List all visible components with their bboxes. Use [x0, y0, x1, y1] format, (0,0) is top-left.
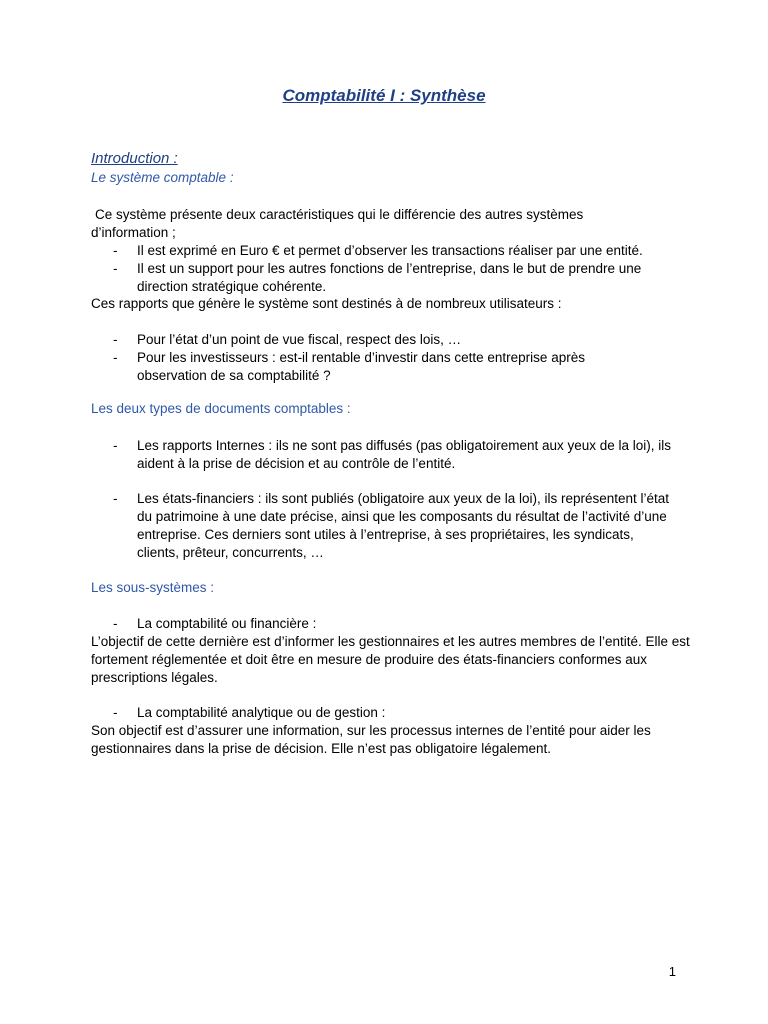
documents-heading: Les deux types de documents comptables :	[91, 401, 351, 416]
systeme-comptable-subheading: Le système comptable :	[91, 170, 234, 185]
bullet-dash: -	[113, 491, 118, 506]
bullet-dash: -	[113, 350, 118, 365]
list-item-text: Les rapports Internes : ils ne sont pas diffusés (pas obligatoirement aux yeux de la loi), ils aident à la prise de décision et au contrôle de l’entité.	[137, 438, 672, 471]
bullet-dash: -	[113, 261, 118, 276]
bullet-dash: -	[113, 243, 118, 258]
document-title: Comptabilité I : Synthèse	[282, 86, 486, 105]
bullet-dash: -	[113, 705, 118, 720]
bullet-dash: -	[113, 332, 118, 347]
bullet-dash: -	[113, 438, 118, 453]
list-item-text: Pour l’état d’un point de vue fiscal, respect des lois, …	[137, 332, 462, 347]
subsystems-paragraph-1: L’objectif de cette dernière est d’informer les gestionnaires et les autres membres de l’entité. Elle est fortement réglementée et doit être en mesure de produire des états-financiers conformes aux prescriptions légales.	[91, 634, 690, 685]
page-number: 1	[668, 964, 676, 979]
sous-systemes-heading: Les sous-systèmes :	[91, 580, 215, 595]
introduction-heading: Introduction :	[91, 150, 178, 167]
list-item-text: La comptabilité ou financière :	[137, 616, 317, 631]
list-item-text: Il est un support pour les autres fonctions de l’entreprise, dans le but de prendre une direction stratégique cohérente.	[137, 261, 642, 294]
list-item-text: Pour les investisseurs : est-il rentable d’investir dans cette entreprise après observation de sa comptabilité ?	[137, 350, 585, 383]
list-item-text: Il est exprimé en Euro € et permet d’observer les transactions réaliser par une entité.	[137, 243, 643, 258]
list-item-text: La comptabilité analytique ou de gestion :	[137, 705, 386, 720]
intro-paragraph-1: Ce système présente deux caractéristiques qui le différencie des autres systèmes d’information ;	[91, 207, 584, 240]
bullet-dash: -	[113, 616, 118, 631]
subsystems-paragraph-2: Son objectif est d’assurer une information, sur les processus internes de l’entité pour aider les gestionnaires dans la prise de décision. Elle n’est pas obligatoire légalement.	[91, 723, 651, 756]
list-item-text: Les états-financiers : ils sont publiés (obligatoire aux yeux de la loi), ils représentent l’état du patrimoine à une date précise, ainsi que les composants du résultat de l’activité d’une entreprise. Ces derniers sont utiles à l’entreprise, à ses propriétaires, les syndicats, clients, prêteur, concurrents, …	[137, 491, 670, 560]
intro-paragraph-2: Ces rapports que génère le système sont destinés à de nombreux utilisateurs :	[91, 296, 562, 311]
